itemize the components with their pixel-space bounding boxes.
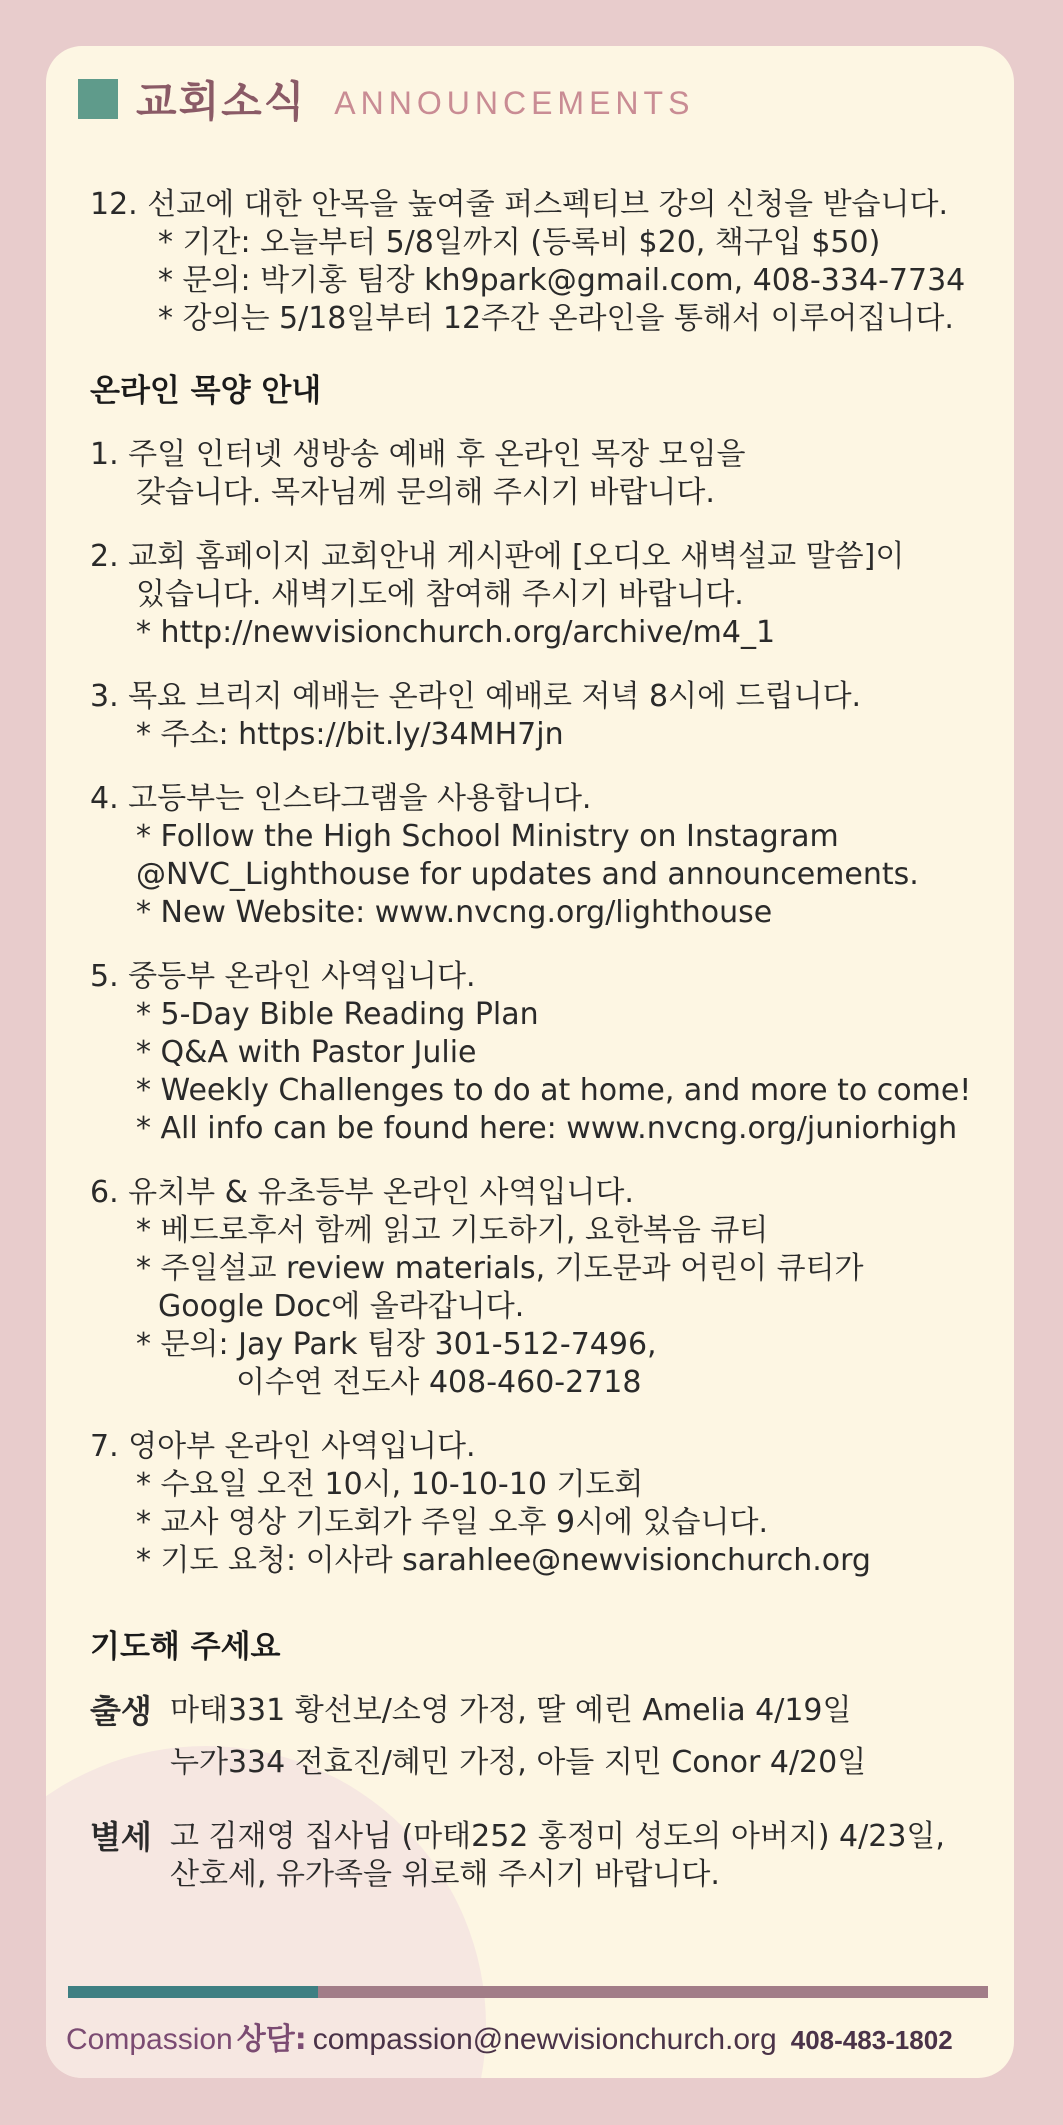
content xyxy=(90,186,1010,1930)
online-item-5 xyxy=(90,958,1010,1148)
item-12-line: * 강의는 5/18일부터 12주간 온라인을 통해서 이루어집니다. xyxy=(158,301,954,336)
header xyxy=(78,74,694,124)
divider-mauve xyxy=(318,1986,988,1998)
list-item-line: * 교사 영상 기도회가 주일 오후 9시에 있습니다. xyxy=(136,1505,769,1540)
list-item-line: * 문의: Jay Park 팀장 301-512-7496, xyxy=(136,1327,657,1362)
online-item-1 xyxy=(90,436,1010,512)
list-item-line: @NVC_Lighthouse for updates and announcements. xyxy=(136,857,919,892)
list-item-line: * 수요일 오전 10시, 10-10-10 기도회 xyxy=(136,1467,644,1502)
divider-bar xyxy=(68,1986,988,1998)
list-item-line: * Follow the High School Ministry on Instagram xyxy=(136,819,839,854)
footer xyxy=(66,2014,953,2058)
prayer-line: 산호세, 유가족을 위로해 주시기 바랍니다. xyxy=(170,1857,720,1892)
divider-teal xyxy=(68,1986,318,1998)
list-item-line: * Q&A with Pastor Julie xyxy=(136,1035,477,1070)
list-item-link[interactable]: * 주소: https://bit.ly/34MH7jn xyxy=(136,717,564,752)
item-12-line: * 문의: 박기홍 팀장 kh9park@gmail.com, 408-334-7734 xyxy=(158,263,966,298)
list-item-line: 있습니다. 새벽기도에 참여해 주시기 바랍니다. xyxy=(136,577,744,612)
header-title-ko: 교회소식 xyxy=(136,77,307,126)
prayer-line: 누가334 전효진/혜민 가정, 아들 지민 Conor 4/20일 xyxy=(170,1745,867,1780)
list-item-line: * 5-Day Bible Reading Plan xyxy=(136,997,539,1032)
header-title-en: ANNOUNCEMENTS xyxy=(334,84,695,121)
footer-phone: 408-483-1802 xyxy=(790,2025,953,2055)
prayer-line: 마태331 황선보/소영 가정, 딸 예린 Amelia 4/19일 xyxy=(170,1693,852,1728)
list-item-line: 3. 목요 브리지 예배는 온라인 예배로 저녁 8시에 드립니다. xyxy=(90,679,862,714)
prayer-line: 고 김재영 집사님 (마태252 홍정미 성도의 아버지) 4/23일, xyxy=(170,1819,945,1854)
footer-email-link[interactable]: compassion@newvisionchurch.org xyxy=(312,2023,777,2056)
online-item-6 xyxy=(90,1174,1010,1402)
prayer-death-label: 별세 xyxy=(90,1818,152,1856)
list-item-line: 5. 중등부 온라인 사역입니다. xyxy=(90,959,476,994)
online-item-7 xyxy=(90,1428,1010,1580)
online-item-4 xyxy=(90,780,1010,932)
list-item-line: 4. 고등부는 인스타그램을 사용합니다. xyxy=(90,781,592,816)
footer-label-en: Compassion xyxy=(66,2023,233,2056)
list-item-link[interactable]: * All info can be found here: www.nvcng.org/juniorhigh xyxy=(136,1111,958,1146)
list-item-link[interactable]: * http://newvisionchurch.org/archive/m4_1 xyxy=(136,615,776,650)
list-item-line: 갖습니다. 목자님께 문의해 주시기 바랍니다. xyxy=(136,475,715,510)
prayer-section-title: 기도해 주세요 xyxy=(90,1629,281,1665)
announcement-card xyxy=(46,46,1014,2078)
list-item-line: * 베드로후서 함께 읽고 기도하기, 요한복음 큐티 xyxy=(136,1213,769,1248)
online-item-2 xyxy=(90,538,1010,652)
prayer-death-lines xyxy=(170,1818,945,1908)
item-12 xyxy=(90,186,1010,338)
prayer-birth-lines xyxy=(170,1692,866,1796)
prayer-birth-label: 출생 xyxy=(90,1692,152,1730)
list-item-line: 이수연 전도사 408-460-2718 xyxy=(236,1365,642,1400)
list-item-line: 1. 주일 인터넷 생방송 예배 후 온라인 목장 모임을 xyxy=(90,437,746,472)
online-section-title: 온라인 목양 안내 xyxy=(90,373,322,409)
list-item-line: 7. 영아부 온라인 사역입니다. xyxy=(90,1429,476,1464)
online-item-3 xyxy=(90,678,1010,754)
prayer-birth xyxy=(90,1692,1010,1796)
item-12-line: 12. 선교에 대한 안목을 높여줄 퍼스펙티브 강의 신청을 받습니다. xyxy=(90,187,949,222)
square-icon xyxy=(78,79,118,119)
list-item-link[interactable]: * New Website: www.nvcng.org/lighthouse xyxy=(136,895,773,930)
list-item-line: 6. 유치부 & 유초등부 온라인 사역입니다. xyxy=(90,1175,634,1210)
item-12-line: * 기간: 오늘부터 5/8일까지 (등록비 $20, 책구입 $50) xyxy=(158,225,881,260)
list-item-line: * 주일설교 review materials, 기도문과 어린이 큐티가 xyxy=(136,1251,864,1286)
prayer-death xyxy=(90,1818,1010,1908)
footer-label-ko: 상담: xyxy=(236,2022,307,2057)
list-item-link[interactable]: * 기도 요청: 이사라 sarahlee@newvisionchurch.org xyxy=(136,1543,871,1578)
list-item-line: 2. 교회 홈페이지 교회안내 게시판에 [오디오 새벽설교 말씀]이 xyxy=(90,539,905,574)
list-item-line: Google Doc에 올라갑니다. xyxy=(158,1289,525,1324)
list-item-line: * Weekly Challenges to do at home, and more to come! xyxy=(136,1073,972,1108)
